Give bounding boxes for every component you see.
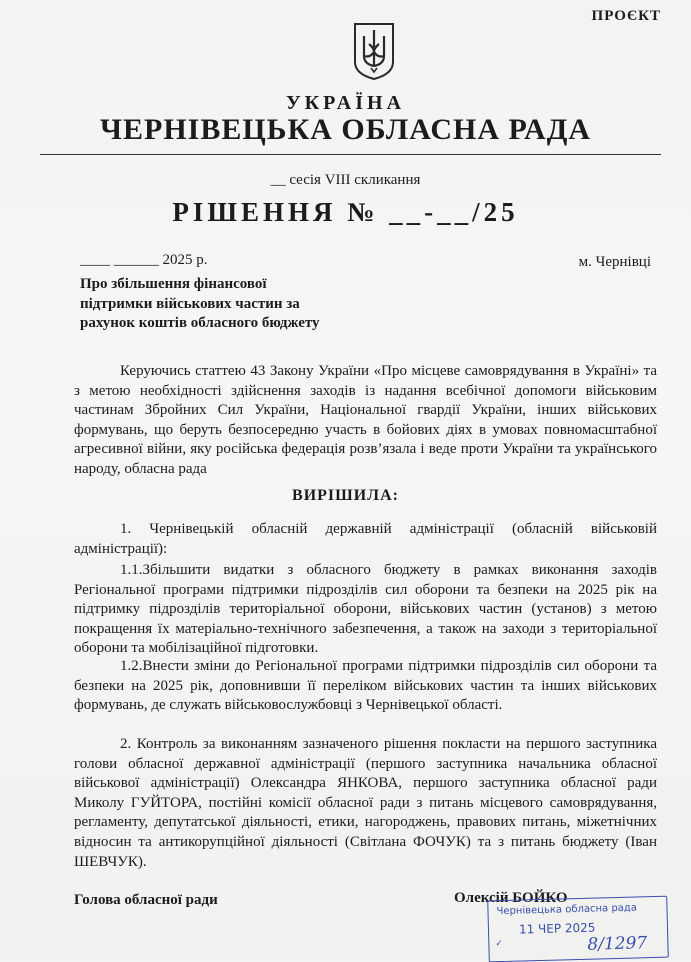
decision-date: ____ ______ 2025 р. <box>80 252 208 268</box>
council-name: ЧЕРНІВЕЦЬКА ОБЛАСНА РАДА <box>99 113 592 146</box>
decision-city: м. Чернівці <box>578 254 651 270</box>
stamp-mark-icon: ✓ <box>495 938 504 950</box>
decision-title: РІШЕННЯ № __-__/25 <box>172 197 519 227</box>
preamble-paragraph: Керуючись статтею 43 Закону України «Про місцеве самоврядування в Україні» та з метою необхідності здійснення заходів із надання всебічної допомоги військовим частинам Збройних Сил України, Національної гвардії України, інших військових формувань, що беруть безпосередню участь в бойових діях в умовах повномасштабної агресивної війни, яку російська федерація розв’язала і веде проти України та українського народу, обласна рада <box>74 363 657 477</box>
item-1-2: 1.2.Внести зміни до Регіональної програми підтримки підрозділів сил оборони та безпеки на 2025 рік, доповнивши її переліком військових частин та інших військових формувань, де служать військовослужбовці з Чернівецької області. <box>74 658 657 714</box>
item-2: 2. Контроль за виконанням зазначеного рішення покласти на першого заступника голови обласної державної адміністрації (першого заступника начальника обласної військової адміністрації) Олександра ЯНКОВА, першого заступника обласної ради Миколу ГУЙТОРА, постійні комісії обласної ради з питань місцевого самоврядування, регламенту, депутатської діяльності, етики, нагороджень, правових питань, міжетнічних відносин та антикорупційної діяльності (Світлана ФОЧУК) та з питань бюджету (Іван ШЕВЧУК). <box>74 736 657 870</box>
country-name: УКРАЇНА <box>285 92 406 114</box>
item-1-1: 1.1.Збільшити видатки з обласного бюджету в рамках виконання заходів Регіональної програми підтримки підрозділів сил оборони та безпеки на 2025 рік на підтримку підрозділів територіальної оборони, військових частин (установ) з метою покращення їх матеріально-технічного забезпечення, а також на заходи з територіальної оборони та мобілізаційної підготовки. <box>74 562 657 657</box>
registration-stamp <box>487 896 669 962</box>
signatory-title: Голова обласної ради <box>74 892 218 908</box>
project-label: ПРОЄКТ <box>591 8 661 24</box>
stamp-date: 11 ЧЕР 2025 <box>518 920 596 937</box>
stamp-number: 8/1297 <box>587 933 648 955</box>
signatory-name: Олексій БОЙКО <box>454 890 568 906</box>
trident-emblem-icon <box>352 22 396 80</box>
stamp-organization: Чернівецька обласна рада <box>496 902 638 918</box>
item-1: 1. Чернівецькій обласній державній адміністрації (обласній військовій адміністрації): <box>74 521 657 557</box>
resolved-heading: ВИРІШИЛА: <box>292 487 399 504</box>
decision-subject: Про збільшення фінансової підтримки військових частин за рахунок коштів обласного бюджету <box>80 276 320 331</box>
session-line: __ сесія VIII скликання <box>270 172 421 188</box>
header-divider <box>40 154 661 155</box>
